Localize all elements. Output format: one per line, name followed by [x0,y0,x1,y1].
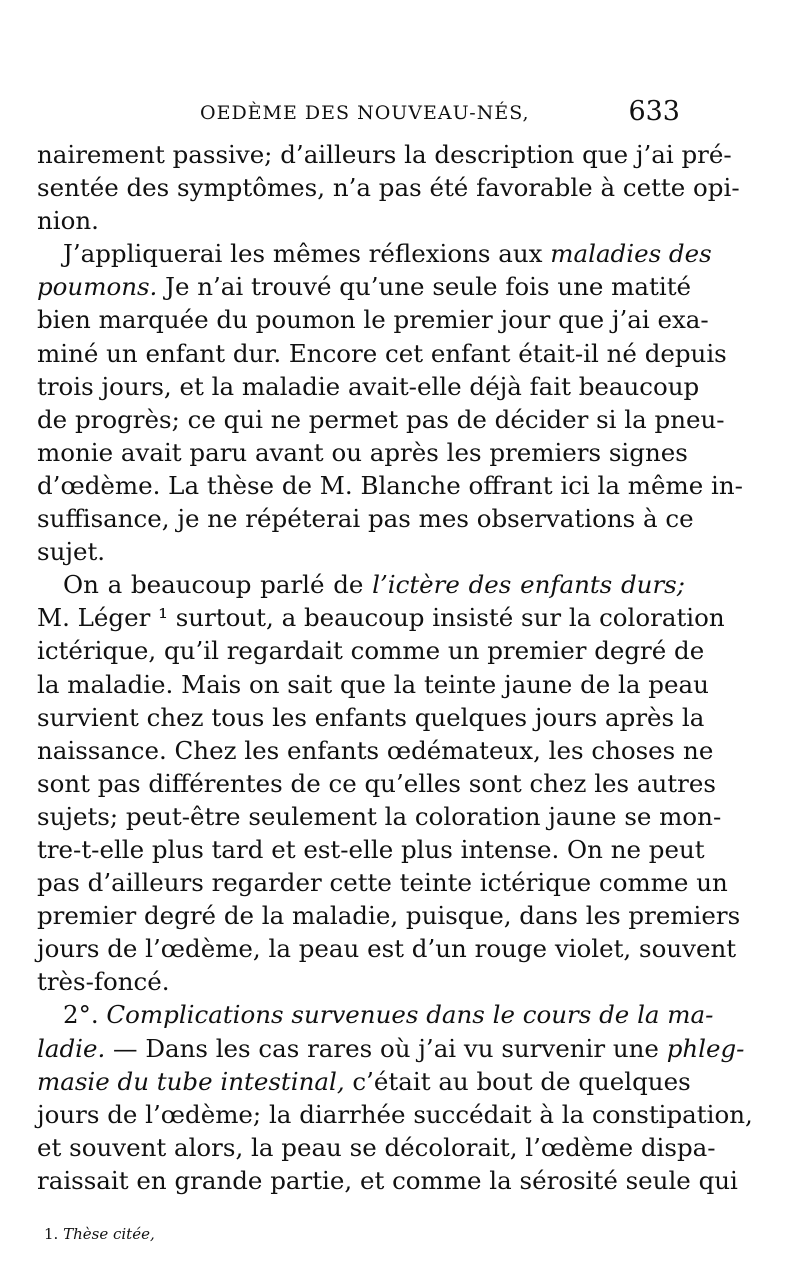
text-line [37,833,705,866]
text-line [37,237,712,270]
text-line [37,668,709,701]
text-line [37,535,685,568]
italic-segment: poumons. [37,272,158,302]
italic-segment: Complications survenues dans le cours de la ma- [106,1000,714,1030]
text-segment: premier degré de la maladie, puisque, dans les premiers [37,901,741,931]
text-segment: d’œdème. La thèse de M. Blanche offrant ici la même in- [37,470,743,500]
footnote [44,1225,155,1243]
italic-segment: ladie. [37,1033,106,1063]
footnote-marker: 1. [44,1225,59,1243]
text-line [37,601,725,634]
footnote-text: Thèse citée, [63,1225,155,1243]
text-segment: J’appliquerai les mêmes réflexions aux [63,239,551,269]
text-line [37,568,685,601]
text-line [37,701,705,734]
text-segment: suffisance, je ne répéterai pas mes observations à ce [37,504,694,534]
body-text [37,138,753,1197]
text-line [37,1032,745,1065]
text-line [37,270,692,303]
text-segment: raissait en grande partie, et comme la sérosité seule qui [37,1165,738,1195]
text-segment: et souvent alors, la peau se décolorait, l’œdème dispa- [37,1132,716,1162]
italic-segment: phleg- [666,1033,745,1063]
text-segment: de progrès; ce qui ne permet pas de décider si la pneu- [37,404,725,434]
text-line [37,932,737,965]
text-line [37,634,705,667]
running-title: OEDÈME DES NOUVEAU-NÉS, [200,102,530,124]
text-segment: ictérique, qu’il regardait comme un premier degré de [37,636,705,666]
text-line [37,502,694,535]
text-segment: Je n’ai trouvé qu’une seule fois une matité [157,272,692,302]
italic-segment: maladies des [550,239,712,269]
text-line [37,998,714,1031]
text-line [37,866,728,899]
running-head [200,98,680,128]
text-line [37,370,700,403]
text-segment: monie avait paru avant ou après les premiers signes [37,437,688,467]
italic-segment: l’ictère des enfants durs; [372,570,685,600]
page-number: 633 [628,96,680,127]
text-segment: pas d’ailleurs regarder cette teinte ictérique comme un [37,868,728,898]
text-segment: c’était au bout de quelques [344,1066,691,1096]
text-line [37,734,714,767]
text-segment: sujet. [37,537,106,567]
text-segment: sujets; peut-être seulement la coloration jaune se mon- [37,801,722,831]
text-segment: On a beaucoup parlé de [63,570,373,600]
text-segment: sont pas différentes de ce qu’elles sont chez les autres [37,768,716,798]
text-line [37,1131,716,1164]
text-segment: naissance. Chez les enfants œdémateux, les choses ne [37,735,714,765]
italic-segment: masie du tube intestinal, [37,1066,345,1096]
text-segment: — Dans les cas rares où j’ai vu survenir une [105,1033,667,1063]
text-line [37,767,716,800]
text-segment: jours de l’œdème, la peau est d’un rouge violet, souvent [37,934,737,964]
text-segment: M. Léger ¹ surtout, a beaucoup insisté sur la coloration [37,603,725,633]
text-segment: sentée des symptômes, n’a pas été favorable à cette opi- [37,173,740,203]
text-segment: miné un enfant dur. Encore cet enfant était-il né depuis [37,338,727,368]
text-segment: 2°. [63,1000,107,1030]
text-line [37,1098,753,1131]
text-segment: trois jours, et la maladie avait-elle déjà fait beaucoup [37,371,700,401]
text-line [37,138,732,171]
text-line [37,1164,738,1197]
text-segment: jours de l’œdème; la diarrhée succédait à la constipation, [37,1099,753,1129]
text-line [37,800,722,833]
text-line [37,469,743,502]
text-line [37,436,688,469]
text-segment: nairement passive; d’ailleurs la description que j’ai pré- [37,140,732,169]
text-segment: bien marquée du poumon le premier jour que j’ai exa- [37,305,709,335]
text-segment: la maladie. Mais on sait que la teinte jaune de la peau [37,669,709,699]
text-segment: très-foncé. [37,967,170,997]
text-segment: nion. [37,206,99,236]
text-line [37,303,709,336]
text-line [37,337,727,370]
text-line [37,403,725,436]
text-line [37,204,685,237]
text-line [37,171,740,204]
text-segment: tre-t-elle plus tard et est-elle plus intense. On ne peut [37,834,705,864]
text-segment: survient chez tous les enfants quelques jours après la [37,702,705,732]
text-line [37,899,741,932]
text-line [37,1065,691,1098]
text-line [37,965,685,998]
